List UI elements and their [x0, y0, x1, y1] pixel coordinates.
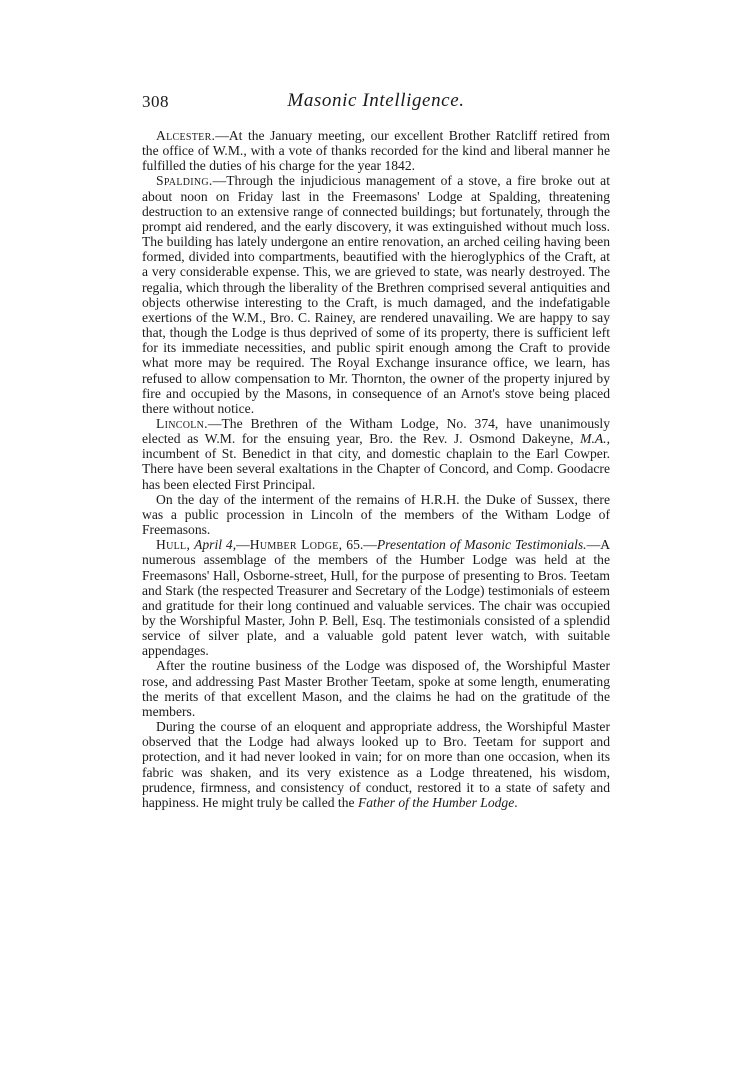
hull-paragraph [142, 537, 610, 658]
spalding-text: —Through the injudicious management of a stove, a fire broke out at about noon on Friday last in the Freemasons' Lodge at Spalding, threatening destruction to an extensive range of connected buildings; but fortunately, through the prompt aid rendered, and the early discovery, it was extinguished without much loss. The building has lately undergone an entire renovation, an arched ceiling having been formed, divided into compartments, beautified with the hieroglyphics of the Craft, at a very considerable expense. This, we are grieved to state, was nearly destroyed. The regalia, which through the liberality of the Brethren comprised several antiquities and objects otherwise interesting to the Craft, is much damaged, and the indefatigable exertions of the W.M., Bro. C. Rainey, are rendered unavailing. We are happy to say that, though the Lodge is thus deprived of some of its property, there is sufficient left for its immediate necessities, and public spirit enough among the Craft to provide what more may be required. The Royal Exchange insurance office, we learn, has refused to allow compensation to Mr. Thornton, the owner of the property injured by fire and occupied by the Masons, in consequence of an Arnot's stove being placed there without notice. [142, 173, 610, 416]
hull-closing-title: Father of the Humber Lodge [357, 794, 515, 810]
hull-date: April 4, [194, 537, 237, 553]
hull-lodge-number: 65.— [342, 537, 377, 553]
hull-closing-period: . [514, 794, 518, 810]
spalding-place-heading: Spalding. [156, 173, 213, 189]
lincoln-place-heading: Lincoln. [156, 415, 208, 431]
hull-lodge-name: Humber Lodge, [249, 537, 343, 553]
lincoln-paragraph [142, 416, 610, 492]
hull-paragraph-3 [142, 719, 610, 810]
hull-paragraph-2: After the routine business of the Lodge was disposed of, the Worshipful Master rose, and addressing Past Master Brother Teetam, spoke at some length, enumerating the merits of that excellent Mason, and the claims he had on the gratitude of the members. [142, 658, 610, 719]
running-title: Masonic Intelligence. [287, 90, 465, 111]
article-body [142, 128, 610, 810]
lincoln-degree: M.A. [580, 431, 607, 447]
alcester-paragraph [142, 128, 610, 173]
page-header [142, 92, 610, 116]
hull-paragraph-3-text: During the course of an eloquent and appropriate address, the Worshipful Master observed that the Lodge had always looked up to Bro. Teetam for support and protection, and it had never looked in vain; for on more than one occasion, when its fabric was shaken, and its very existence as a Lodge threatened, his wisdom, prudence, firmness, and consistency of conduct, restored it to a state of safety and happiness. He might truly be called the [142, 719, 610, 810]
hull-dash: — [236, 537, 250, 553]
hull-heading: Presentation of Masonic Testimonials. [376, 537, 587, 553]
page-number: 308 [142, 92, 169, 111]
lincoln-procession-paragraph: On the day of the interment of the remains of H.R.H. the Duke of Sussex, there was a public procession in Lincoln of the members of the Witham Lodge of Freemasons. [142, 491, 610, 538]
lincoln-text-part-1: —The Brethren of the Witham Lodge, No. 374, have unanimously elected as W.M. for the ensuing year, Bro. the Rev. J. Osmond Dakeyne, [142, 415, 610, 447]
spalding-paragraph [142, 173, 610, 416]
alcester-text: —At the January meeting, our excellent Brother Ratcliff retired from the office of W.M., with a vote of thanks recorded for the kind and liberal manner he fulfilled the duties of his charge for the year 1842. [142, 128, 610, 174]
hull-place-heading: Hull, [156, 537, 191, 553]
hull-text: —A numerous assemblage of the members of the Humber Lodge was held at the Freemasons' Hall, Osborne-street, Hull, for the purpose of presenting to Bros. Teetam and Stark (the respected Treasurer and Secretary of the Lodge) testimonials of esteem and gratitude for their long continued and valuable services. The chair was occupied by the Worshipful Master, John P. Bell, Esq. The testimonials consisted of a splendid service of silver plate, and a valuable gold patent lever watch, with suitable appendages. [142, 537, 611, 659]
lincoln-text-part-2: , incumbent of St. Benedict in that city, and domestic chaplain to the Earl Cowper. There have been several exaltations in the Chapter of Concord, and Comp. Goodacre has been elected First Principal. [142, 431, 610, 492]
alcester-place-heading: Alcester. [156, 128, 216, 143]
